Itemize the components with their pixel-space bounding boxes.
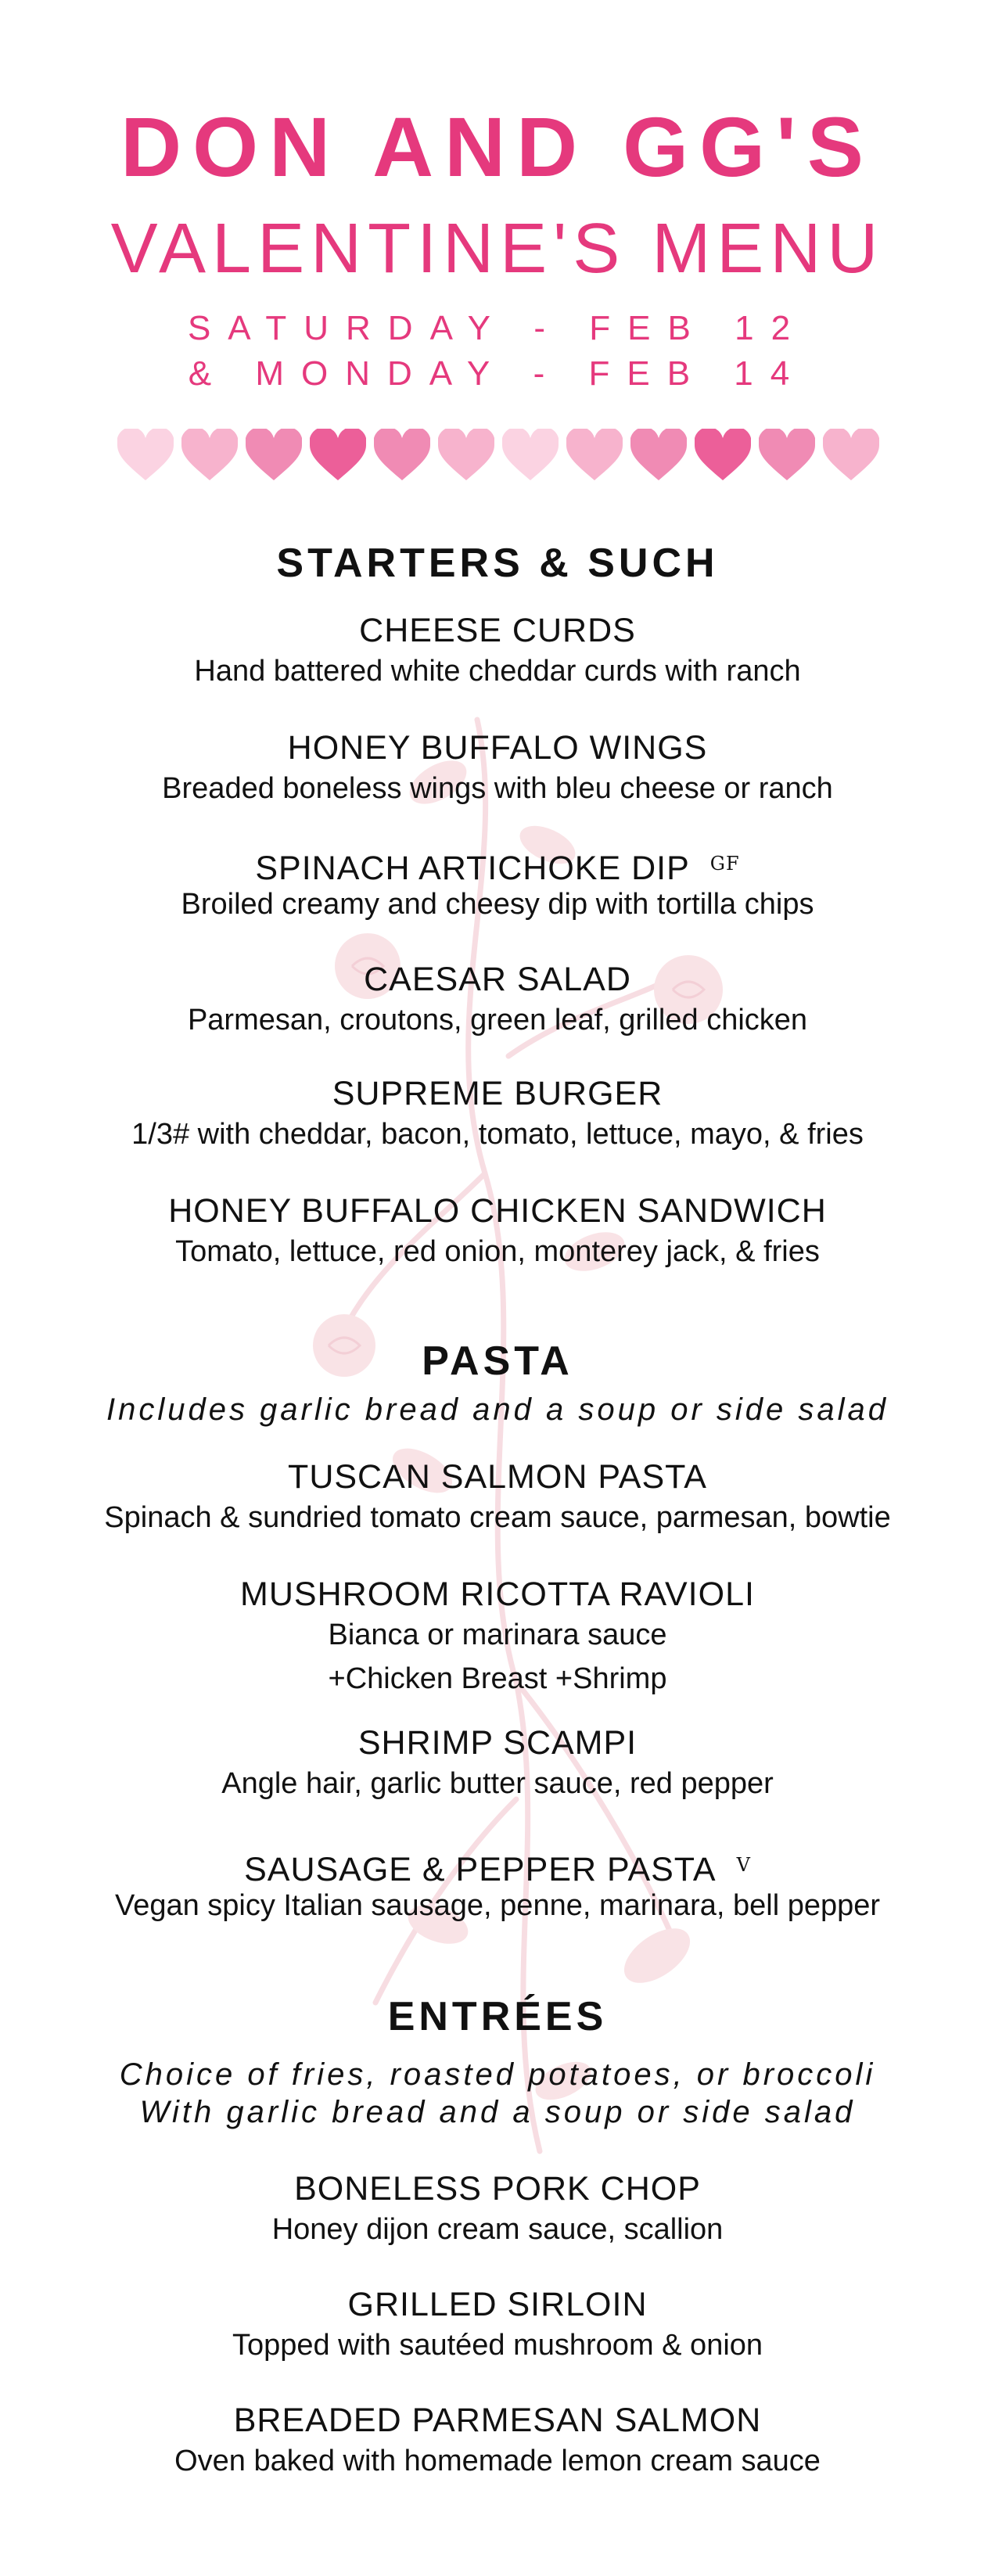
heart-icon [566,429,623,485]
section-heading-starters: STARTERS & SUCH [276,541,719,586]
menu-title: VALENTINE'S MENU [110,210,885,288]
hearts-row [117,429,878,491]
menu-item-name: SUPREME BURGER [332,1075,663,1112]
heart-icon [759,429,815,485]
menu-item-description: Vegan spicy Italian sausage, penne, marinara, bell pepper [114,1889,881,1922]
restaurant-name: DON AND GG'S [120,99,875,194]
heart-icon [181,429,238,485]
gluten-free-tag: GF [709,853,740,875]
date-line-2: & MONDAY - FEB 14 [188,354,807,393]
menu-item-description: Broiled creamy and cheesy dip with tortilla chips [181,888,814,921]
menu-item-name: SHRIMP SCAMPI [357,1724,638,1762]
menu-item-description: Topped with sautéed mushroom & onion [232,2329,763,2362]
heart-icon [117,429,174,485]
menu-item-name: CHEESE CURDS [359,612,636,649]
menu-item-description: Tomato, lettuce, red onion, monterey jack, & fries [175,1235,820,1268]
menu-item-description: 1/3# with cheddar, bacon, tomato, lettuce, mayo, & fries [131,1118,864,1151]
menu-item-name: HONEY BUFFALO CHICKEN SANDWICH [168,1192,827,1230]
heart-icon [502,429,559,485]
heart-icon [630,429,687,485]
section-note: Choice of fries, roasted potatoes, or broccoli [119,2057,876,2092]
section-heading-pasta: PASTA [422,1338,573,1384]
menu-item-description: Honey dijon cream sauce, scallion [271,2213,724,2246]
vegan-tag: V [736,1854,751,1876]
menu-item-name: CAESAR SALAD [364,961,631,998]
heart-icon [310,429,366,485]
menu-item-description: Spinach & sundried tomato cream sauce, parmesan, bowtie [104,1501,891,1534]
menu-item-name: BONELESS PORK CHOP [294,2170,701,2208]
heart-icon [374,429,430,485]
heart-icon [246,429,302,485]
menu-item-name: MUSHROOM RICOTTA RAVIOLI [240,1575,755,1613]
section-note: Includes garlic bread and a soup or side salad [106,1392,889,1427]
menu-item-name: HONEY BUFFALO WINGS [287,729,708,767]
menu-item-description: Oven baked with homemade lemon cream sauce [174,2445,821,2477]
menu-item-description: Angle hair, garlic butter sauce, red pepper [221,1767,774,1800]
menu-item-description: Bianca or marinara sauce [328,1619,667,1651]
menu-item-description: Breaded boneless wings with bleu cheese or ranch [162,772,833,805]
menu-item-name: SPINACH ARTICHOKE DIP [255,850,690,887]
menu-item-name: GRILLED SIRLOIN [347,2286,648,2323]
menu-item-description: Parmesan, croutons, green leaf, grilled chicken [187,1004,808,1037]
menu-item-name: BREADED PARMESAN SALMON [233,2402,762,2439]
menu-item-addons: +Chicken Breast +Shrimp [328,1662,667,1695]
heart-icon [823,429,879,485]
menu-item-description: Hand battered white cheddar curds with ranch [194,655,801,688]
section-heading-entrees: ENTRÉES [387,1994,608,2039]
menu-item-name: TUSCAN SALMON PASTA [288,1458,707,1496]
menu-item-name: SAUSAGE & PEPPER PASTA [244,1851,717,1888]
heart-icon [695,429,751,485]
heart-icon [438,429,494,485]
date-line-1: SATURDAY - FEB 12 [187,309,808,347]
menu-item-row [0,843,995,889]
section-note: With garlic bread and a soup or side salad [139,2095,856,2129]
menu-item-row [0,1845,995,1890]
